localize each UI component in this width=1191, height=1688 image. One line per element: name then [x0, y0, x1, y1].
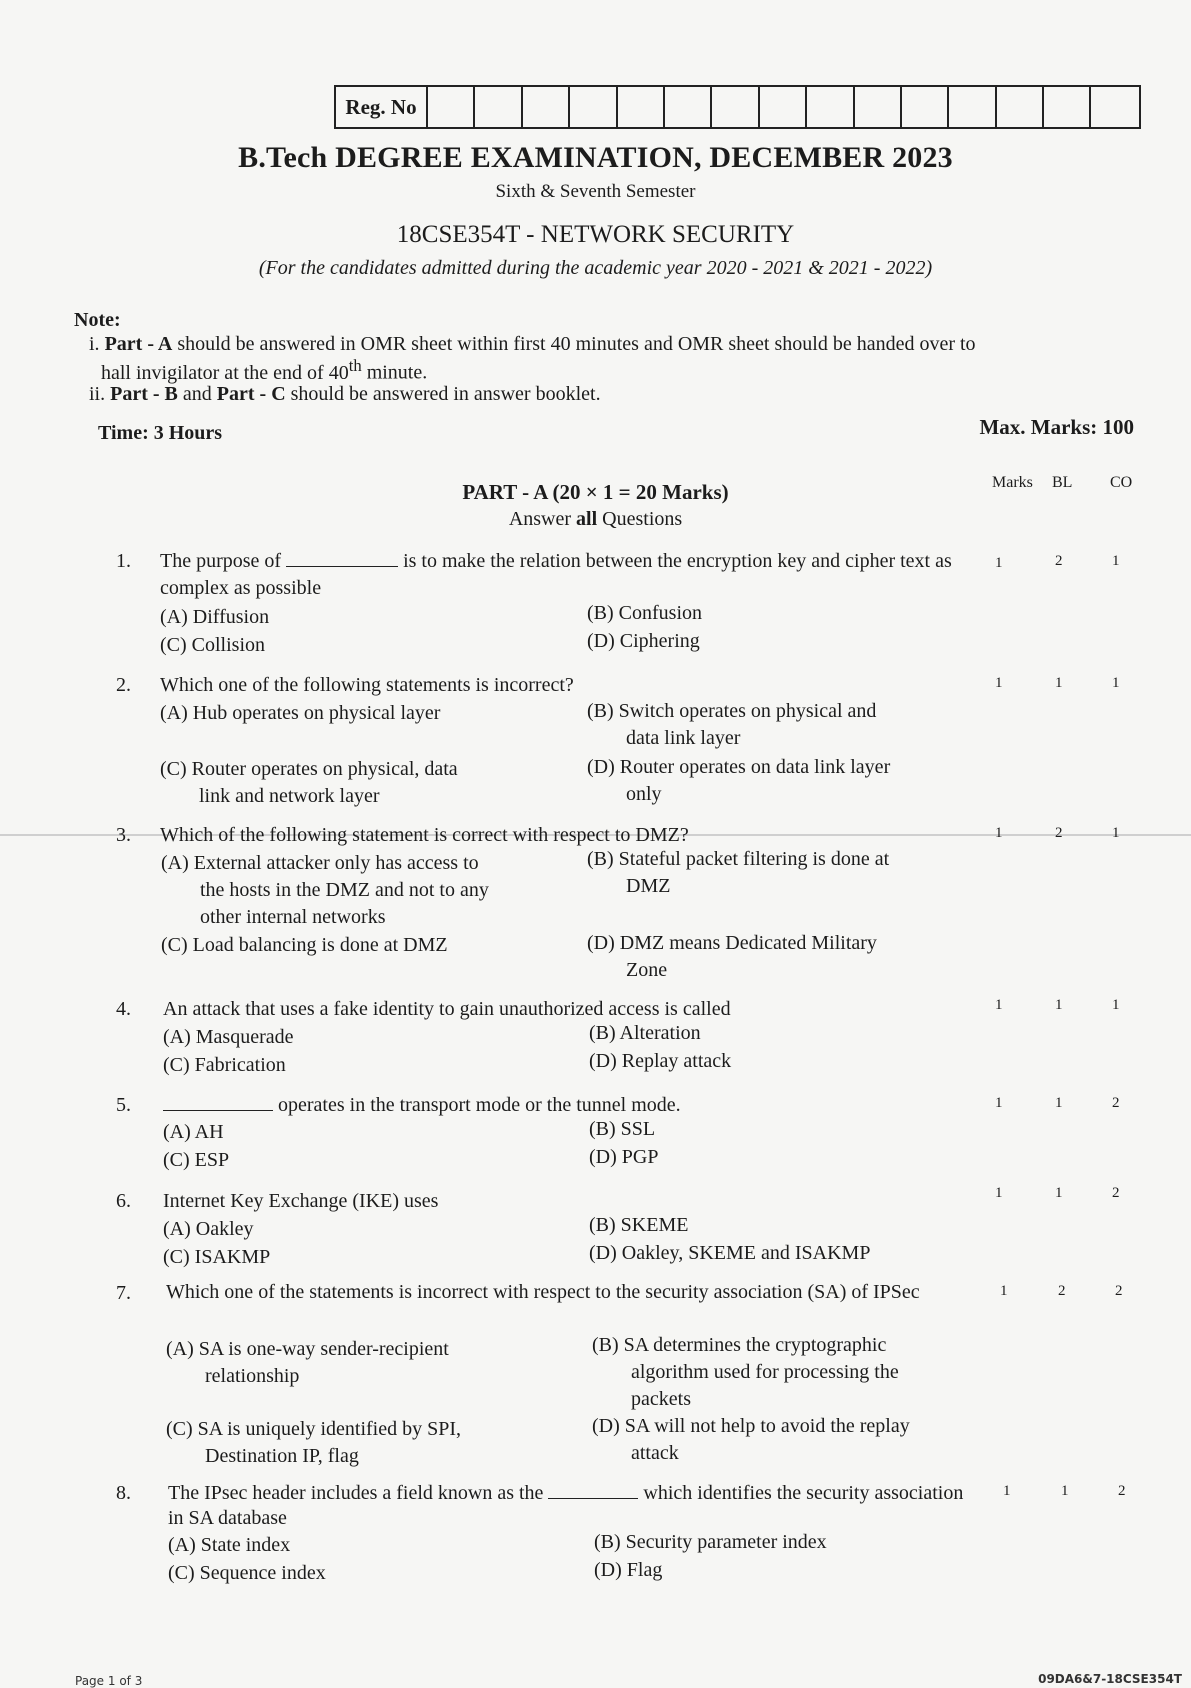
- question-stem: Internet Key Exchange (IKE) uses: [163, 1190, 439, 1212]
- stem-text: The purpose of: [160, 550, 287, 572]
- option-b[interactable]: (B) SKEME: [589, 1214, 689, 1236]
- option-c[interactable]: (C) Load balancing is done at DMZ: [161, 934, 448, 956]
- question-number: 1.: [116, 550, 131, 572]
- question-stem: Which of the following statement is correct with respect to DMZ?: [160, 824, 689, 846]
- note-text-cont: hall invigilator at the end of 40: [101, 361, 349, 384]
- note-text-end: minute.: [361, 361, 428, 384]
- col-header-co: CO: [1110, 474, 1133, 491]
- option-text-cont: Destination IP, flag: [205, 1445, 359, 1467]
- question-number: 4.: [116, 998, 131, 1020]
- answer-blank: [163, 1092, 273, 1111]
- option-text: (A) External attacker only has access to: [161, 852, 479, 874]
- bl-value: 1: [1055, 1095, 1063, 1111]
- bl-value: 1: [1061, 1483, 1069, 1499]
- reg-no-cell[interactable]: [618, 87, 665, 127]
- marks-value: 1: [995, 1185, 1003, 1201]
- answer-blank: [286, 548, 398, 567]
- note-item-1: [89, 334, 1149, 384]
- option-text: (D) SA will not help to avoid the replay: [592, 1415, 910, 1437]
- reg-no-cell[interactable]: [760, 87, 807, 127]
- co-value: 2: [1118, 1483, 1126, 1499]
- note-prefix: ii.: [89, 383, 106, 405]
- option-text-cont: the hosts in the DMZ and not to any: [200, 879, 489, 901]
- instruction-text: Questions: [597, 508, 683, 530]
- reg-no-label: Reg. No: [336, 87, 428, 127]
- option-d[interactable]: [592, 1413, 972, 1467]
- option-a[interactable]: (A) Diffusion: [160, 606, 270, 628]
- question-number: 7.: [116, 1282, 131, 1304]
- option-a[interactable]: (A) Hub operates on physical layer: [160, 702, 441, 724]
- marks-value: 1: [1003, 1483, 1011, 1499]
- option-text-cont: relationship: [205, 1365, 300, 1387]
- note-text: and: [177, 383, 217, 405]
- option-c[interactable]: [166, 1416, 546, 1470]
- reg-no-cell[interactable]: [475, 87, 522, 127]
- option-a[interactable]: [161, 850, 541, 931]
- note-item-2: [89, 383, 601, 406]
- stem-text: which identifies the security association in SA database: [168, 1482, 964, 1529]
- option-text: (D) Router operates on data link layer: [587, 756, 891, 778]
- co-value: 1: [1112, 553, 1120, 569]
- reg-no-box: [334, 85, 1141, 129]
- paper-code: 09DA6&7-18CSE354T: [1038, 1672, 1182, 1686]
- question-number: 2.: [116, 674, 131, 696]
- option-a[interactable]: (A) AH: [163, 1121, 224, 1143]
- option-c[interactable]: (C) Collision: [160, 634, 266, 656]
- max-marks: Max. Marks: 100: [979, 415, 1134, 439]
- co-value: 2: [1112, 1095, 1120, 1111]
- co-value: 1: [1112, 997, 1120, 1013]
- option-a[interactable]: (A) Oakley: [163, 1218, 254, 1240]
- note-prefix: i.: [89, 333, 100, 355]
- page-number: Page 1 of 3: [75, 1674, 143, 1688]
- reg-no-cell[interactable]: [949, 87, 996, 127]
- bl-value: 1: [1055, 1185, 1063, 1201]
- question-stem: Which one of the statements is incorrect with respect to the security association (SA) of IPSec: [166, 1281, 920, 1303]
- option-text-cont: Zone: [626, 959, 668, 981]
- marks-value: 1: [1000, 1283, 1008, 1299]
- stem-text: The IPsec header includes a field known as the: [168, 1482, 549, 1504]
- reg-no-cell[interactable]: [1091, 87, 1138, 127]
- option-text-cont: data link layer: [626, 727, 741, 749]
- note-text: should be answered in OMR sheet within first 40 minutes and OMR sheet should be handed over to: [172, 333, 976, 355]
- question-number: 5.: [116, 1094, 131, 1116]
- reg-no-cell[interactable]: [902, 87, 949, 127]
- note-heading: Note:: [74, 309, 121, 331]
- option-c[interactable]: (C) ESP: [163, 1149, 230, 1171]
- option-text: (A) SA is one-way sender-recipient: [166, 1338, 449, 1360]
- bl-value: 1: [1055, 997, 1063, 1013]
- option-d[interactable]: (D) Ciphering: [587, 630, 700, 652]
- answer-blank: [548, 1480, 638, 1499]
- bl-value: 2: [1055, 825, 1063, 841]
- bl-value: 2: [1055, 553, 1063, 569]
- course-title: 18CSE354T - NETWORK SECURITY: [396, 221, 795, 248]
- option-text: (C) SA is uniquely identified by SPI,: [166, 1418, 461, 1440]
- marks-value: 1: [995, 675, 1003, 691]
- option-a[interactable]: (A) State index: [168, 1534, 291, 1556]
- option-d[interactable]: (D) PGP: [589, 1146, 659, 1168]
- option-b[interactable]: [592, 1332, 972, 1413]
- option-b[interactable]: [587, 698, 967, 752]
- stem-text: operates in the transport mode or the tunnel mode.: [273, 1094, 681, 1116]
- reg-no-cell[interactable]: [997, 87, 1044, 127]
- option-a[interactable]: (A) Masquerade: [163, 1026, 294, 1048]
- reg-no-cell[interactable]: [428, 87, 475, 127]
- option-text: (C) Router operates on physical, data: [160, 758, 458, 780]
- option-c[interactable]: [160, 756, 540, 810]
- option-d[interactable]: [587, 754, 967, 808]
- reg-no-cell[interactable]: [807, 87, 854, 127]
- candidates-note: (For the candidates admitted during the academic year 2020 - 2021 & 2021 - 2022): [258, 257, 933, 279]
- semester: Sixth & Seventh Semester: [495, 181, 696, 202]
- option-b[interactable]: (B) Confusion: [587, 602, 702, 624]
- option-c[interactable]: (C) ISAKMP: [163, 1246, 271, 1268]
- exam-time: Time: 3 Hours: [98, 422, 223, 444]
- exam-title: B.Tech DEGREE EXAMINATION, DECEMBER 2023: [238, 141, 953, 174]
- question-stem: [168, 1480, 978, 1531]
- option-text: (B) Stateful packet filtering is done at: [587, 848, 890, 870]
- option-text-cont: other internal networks: [200, 906, 386, 928]
- marks-value: 1: [995, 825, 1003, 841]
- marks-value: 1: [995, 555, 1003, 571]
- co-value: 1: [1112, 675, 1120, 691]
- bl-value: 1: [1055, 675, 1063, 691]
- instruction-bold: all: [576, 508, 598, 530]
- option-b[interactable]: [587, 846, 967, 900]
- option-text-cont: DMZ: [626, 875, 671, 897]
- co-value: 2: [1115, 1283, 1123, 1299]
- question-number: 8.: [116, 1482, 131, 1504]
- option-b[interactable]: (B) SSL: [589, 1118, 656, 1140]
- option-text-cont: algorithm used for processing the: [631, 1361, 899, 1383]
- option-text: (D) DMZ means Dedicated Military: [587, 932, 877, 954]
- part-a-title: PART - A (20 × 1 = 20 Marks): [462, 480, 729, 504]
- co-value: 2: [1112, 1185, 1120, 1201]
- col-header-marks: Marks: [992, 474, 1033, 491]
- note-bold: Part - B: [110, 383, 178, 405]
- option-d[interactable]: (D) Oakley, SKEME and ISAKMP: [589, 1242, 871, 1264]
- option-text-cont: packets: [631, 1388, 691, 1410]
- option-d[interactable]: (D) Replay attack: [589, 1050, 732, 1072]
- option-c[interactable]: (C) Fabrication: [163, 1054, 286, 1076]
- stem-text: is to make the relation between the encryption key and cipher text as complex as possible: [160, 550, 952, 599]
- option-a[interactable]: [166, 1336, 546, 1390]
- option-text: (B) Switch operates on physical and: [587, 700, 877, 722]
- note-bold: Part - C: [216, 383, 286, 405]
- question-stem: [160, 548, 970, 602]
- option-d[interactable]: (D) Flag: [594, 1559, 663, 1581]
- note-text: should be answered in answer booklet.: [285, 383, 601, 405]
- reg-no-cell[interactable]: [523, 87, 570, 127]
- co-value: 1: [1112, 825, 1120, 841]
- part-a-instruction: [0, 508, 1191, 531]
- option-b[interactable]: (B) Security parameter index: [594, 1531, 827, 1553]
- instruction-text: Answer: [508, 508, 577, 530]
- option-text-cont: attack: [631, 1442, 679, 1464]
- question-number: 6.: [116, 1190, 131, 1212]
- note-sup: th: [348, 356, 362, 375]
- option-text-cont: link and network layer: [199, 785, 380, 807]
- note-bold: Part - A: [104, 333, 173, 355]
- col-header-bl: BL: [1052, 474, 1073, 491]
- question-stem: An attack that uses a fake identity to gain unauthorized access is called: [163, 998, 731, 1020]
- option-b[interactable]: (B) Alteration: [589, 1022, 701, 1044]
- reg-no-cell[interactable]: [855, 87, 902, 127]
- marks-value: 1: [995, 1095, 1003, 1111]
- question-stem: Which one of the following statements is incorrect?: [160, 674, 574, 696]
- bl-value: 2: [1058, 1283, 1066, 1299]
- question-stem: [163, 1092, 973, 1119]
- reg-no-cell[interactable]: [570, 87, 617, 127]
- option-d[interactable]: [587, 930, 967, 984]
- marks-value: 1: [995, 997, 1003, 1013]
- option-c[interactable]: (C) Sequence index: [168, 1562, 326, 1584]
- reg-no-cell[interactable]: [1044, 87, 1091, 127]
- reg-no-cell[interactable]: [665, 87, 712, 127]
- option-text-cont: only: [626, 783, 662, 805]
- option-text: (B) SA determines the cryptographic: [592, 1334, 887, 1356]
- reg-no-cell[interactable]: [712, 87, 759, 127]
- question-number: 3.: [116, 824, 131, 846]
